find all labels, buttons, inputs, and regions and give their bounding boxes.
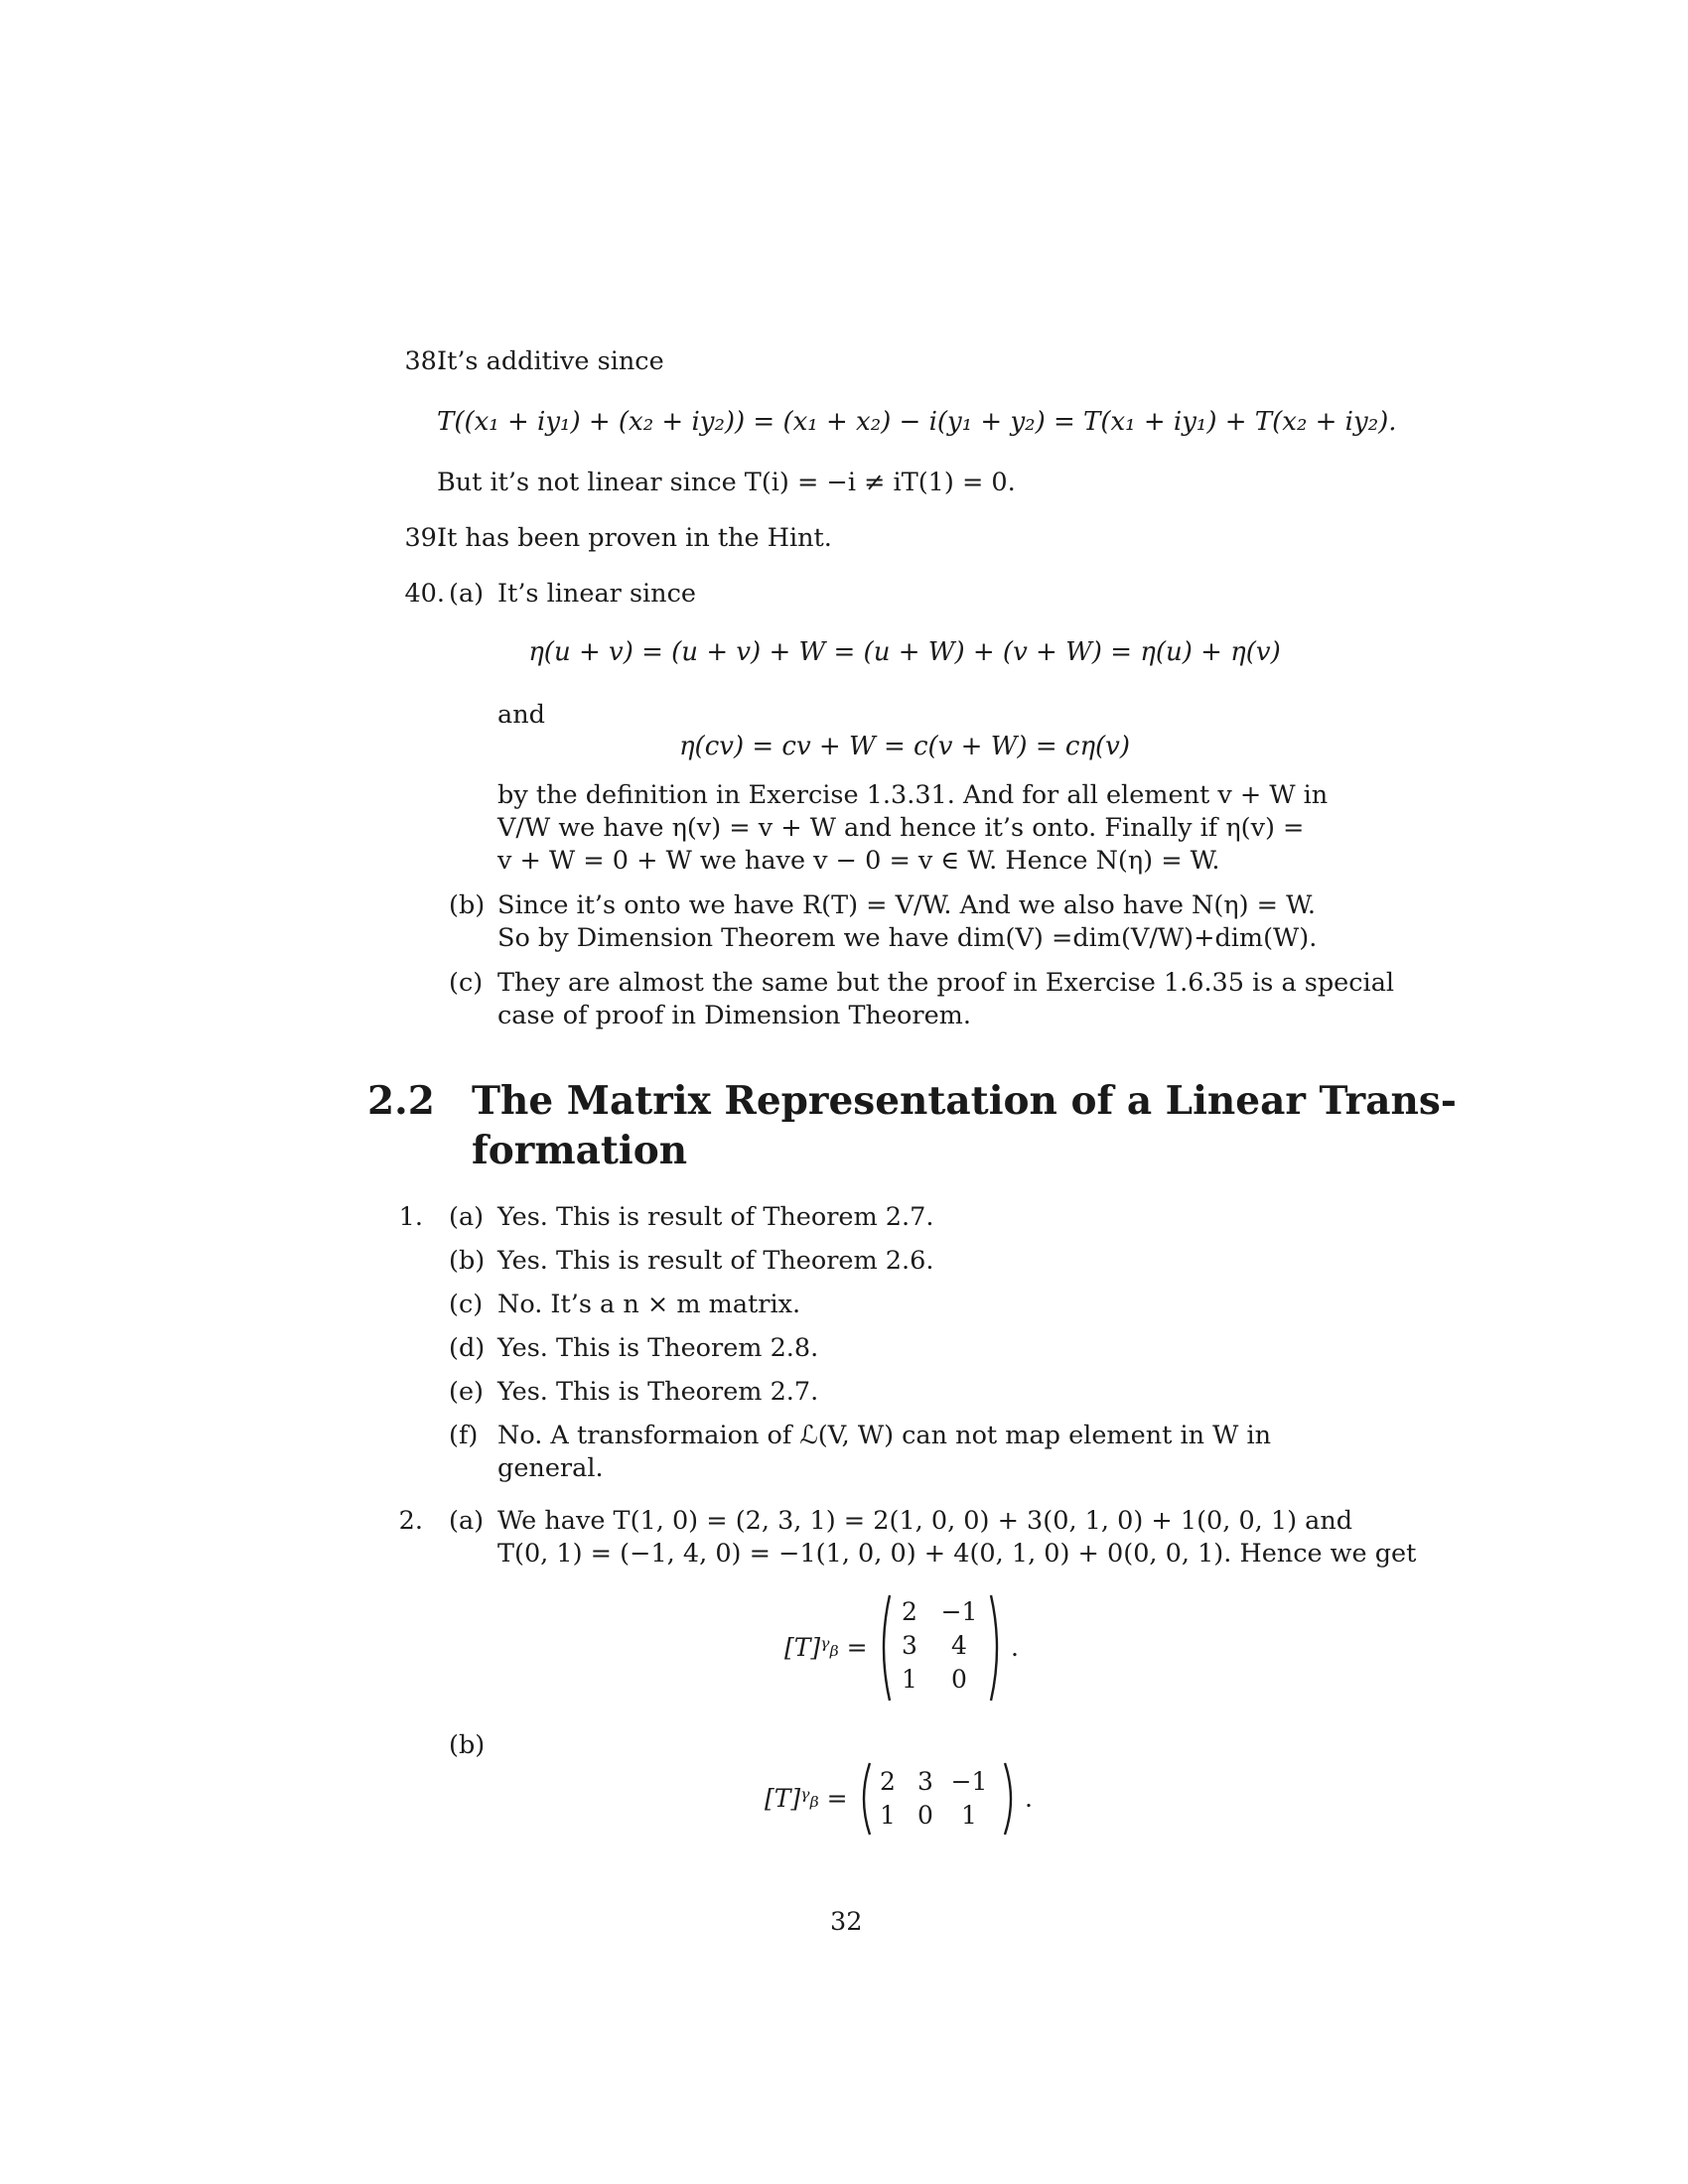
matrix-cell: 1: [880, 1801, 896, 1830]
question-2a-line-2: T(0, 1) = (−1, 4, 0) = −1(1, 0, 0) + 4(0, 1, 0) + 0(0, 0, 1). Hence we get: [497, 1539, 1417, 1569]
list-item-label: (e): [449, 1377, 484, 1407]
section-number: 2.2: [367, 1078, 435, 1124]
question-2a-label: (a): [449, 1506, 485, 1536]
matrix-cell: −1: [940, 1597, 978, 1626]
matrix-cell: 0: [917, 1801, 933, 1830]
question-2-number: 2.: [398, 1506, 423, 1536]
exercise-38-equation: T((x₁ + iy₁) + (x₂ + iy₂)) = (x₁ + x₂) − i(y₁ + y₂) = T(x₁ + iy₁) + T(x₂ + iy₂).: [437, 407, 1397, 437]
exercise-40c-line-2: case of proof in Dimension Theorem.: [497, 1001, 971, 1030]
list-item: Yes. This is Theorem 2.7.: [497, 1377, 819, 1407]
exercise-38-number: 38.: [404, 346, 445, 376]
matrix-cell: 1: [961, 1801, 977, 1830]
exercise-40c-label: (c): [449, 968, 484, 998]
matrix-cell: 3: [917, 1767, 933, 1796]
exercise-40b-label: (b): [449, 890, 486, 920]
exercise-40b-line-1: Since it’s onto we have R(T) = V/W. And we also have N(η) = W.: [497, 890, 1316, 920]
exercise-39-number: 39.: [404, 523, 445, 553]
right-paren-icon: [1003, 1761, 1019, 1837]
matrix-cell: 0: [951, 1665, 967, 1694]
matrix-a-period: .: [1011, 1633, 1019, 1662]
page-number: 32: [830, 1907, 863, 1937]
list-item-label: (a): [449, 1202, 485, 1232]
matrix-cell: 3: [902, 1631, 917, 1660]
exercise-40a-equation-2: η(cv) = cv + W = c(v + W) = cη(v): [678, 732, 1131, 761]
exercise-40a-line-1: by the definition in Exercise 1.3.31. And for all element v + W in: [497, 780, 1329, 810]
question-2b-label: (b): [449, 1730, 486, 1760]
question-1-number: 1.: [398, 1202, 423, 1232]
matrix-cell: 1: [902, 1665, 917, 1694]
matrix-cell: 4: [951, 1631, 967, 1660]
list-item-label: (b): [449, 1246, 486, 1276]
exercise-40-number: 40.: [404, 579, 445, 609]
matrix-cell: −1: [950, 1767, 988, 1796]
question-1f-label: (f): [449, 1421, 479, 1450]
matrix-b-lhs: [T]ᵞᵦ =: [765, 1784, 848, 1813]
exercise-40a-and: and: [497, 700, 545, 730]
exercise-40a-line-3: v + W = 0 + W we have v − 0 = v ∈ W. Hence N(η) = W.: [497, 846, 1220, 876]
exercise-38-remark: But it’s not linear since T(i) = −i ≠ iT(1) = 0.: [437, 468, 1016, 497]
exercise-40c-line-1: They are almost the same but the proof in Exercise 1.6.35 is a special: [497, 968, 1395, 998]
matrix-b-period: .: [1025, 1784, 1033, 1813]
question-1f-line-1: No. A transformaion of ℒ(V, W) can not map element in W in: [497, 1421, 1272, 1450]
list-item: Yes. This is result of Theorem 2.6.: [497, 1246, 934, 1276]
exercise-39-text: It has been proven in the Hint.: [437, 523, 832, 553]
matrix-a-lhs: [T]ᵞᵦ =: [784, 1633, 868, 1662]
matrix-cell: 2: [902, 1597, 917, 1626]
right-paren-icon: [989, 1593, 1005, 1703]
exercise-40a-label: (a): [449, 579, 485, 609]
matrix-a: [784, 1593, 1043, 1703]
question-2a-line-1: We have T(1, 0) = (2, 3, 1) = 2(1, 0, 0) + 3(0, 1, 0) + 1(0, 0, 1) and: [497, 1506, 1353, 1536]
exercise-40a-line-2: V/W we have η(v) = v + W and hence it’s onto. Finally if η(v) =: [497, 813, 1305, 843]
list-item: Yes. This is Theorem 2.8.: [497, 1333, 819, 1363]
list-item-label: (d): [449, 1333, 486, 1363]
list-item: No. It’s a n × m matrix.: [497, 1290, 801, 1319]
question-1f-line-2: general.: [497, 1453, 604, 1483]
list-item-label: (c): [449, 1290, 484, 1319]
exercise-40a-equation-1: η(u + v) = (u + v) + W = (u + W) + (v + W) = η(u) + η(v): [528, 637, 1281, 667]
list-item: Yes. This is result of Theorem 2.7.: [497, 1202, 934, 1232]
exercise-40b-line-2: So by Dimension Theorem we have dim(V) =dim(V/W)+dim(W).: [497, 923, 1318, 953]
matrix-cell: 2: [880, 1767, 896, 1796]
section-title-line-2: formation: [472, 1128, 688, 1173]
matrix-b: [765, 1761, 1062, 1837]
exercise-38-intro: It’s additive since: [437, 346, 664, 376]
exercise-40a-intro: It’s linear since: [497, 579, 696, 609]
section-title-line-1: The Matrix Representation of a Linear Trans-: [472, 1078, 1457, 1124]
